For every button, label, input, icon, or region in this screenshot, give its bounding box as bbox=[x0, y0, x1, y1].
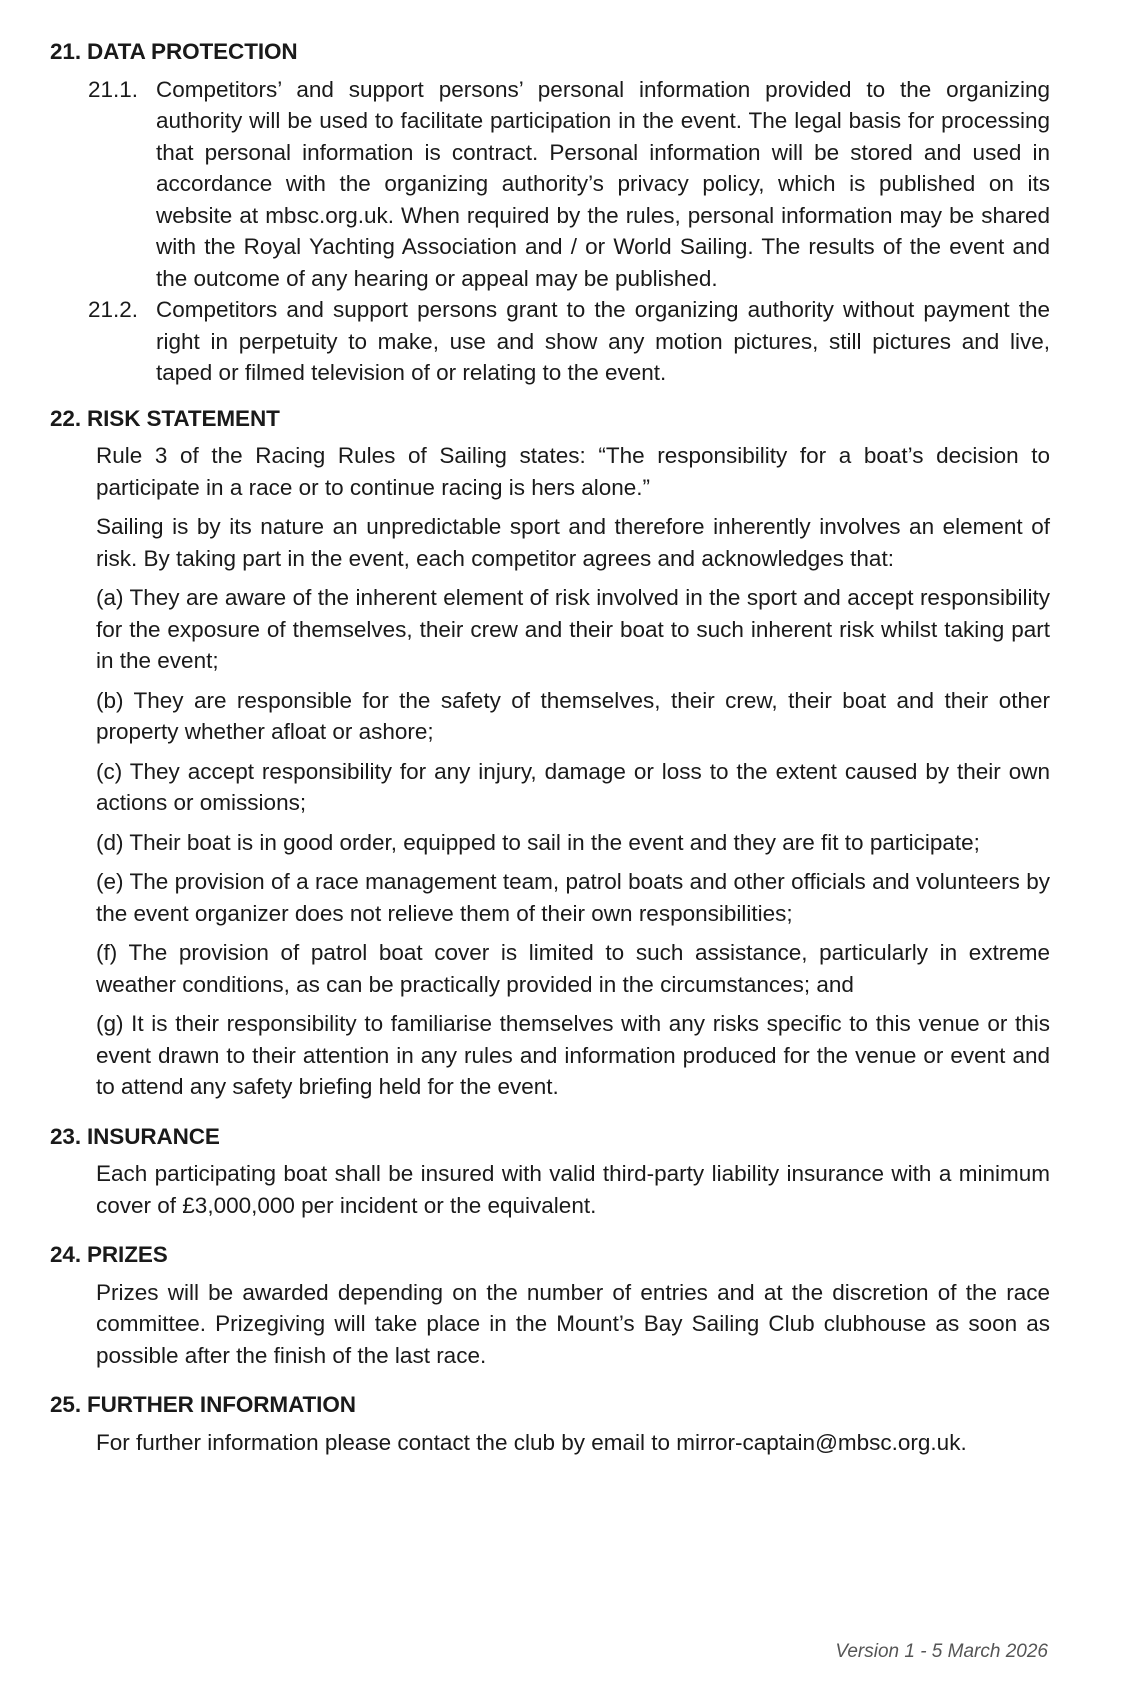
risk-item-d: (d) Their boat is in good order, equipped to sail in the event and they are fit to participate; bbox=[96, 829, 980, 855]
section-prizes bbox=[50, 1239, 1050, 1371]
section-title: RISK STATEMENT bbox=[86, 405, 280, 431]
risk-item-f: (f) The provision of patrol boat cover is limited to such assistance, particularly in extreme weather conditions, as can be practically provided in the circumstances; and bbox=[96, 940, 1050, 997]
clause-number: 21.1. bbox=[88, 76, 139, 102]
section-heading bbox=[50, 36, 1050, 68]
paragraph: Rule 3 of the Racing Rules of Sailing states: “The responsibility for a boat’s decision to participate in a race or to continue racing is hers alone.” bbox=[96, 443, 1050, 500]
clause-21-2 bbox=[88, 294, 1050, 389]
paragraph: Each participating boat shall be insured with valid third-party liability insurance with a minimum cover of £3,000,000 per incident or the equivalent. bbox=[96, 1161, 1050, 1218]
paragraph: Prizes will be awarded depending on the number of entries and at the discretion of the race committee. Prizegiving will take place in the Mount’s Bay Sailing Club clubhouse as soon as possible after the finish of the last race. bbox=[96, 1279, 1050, 1368]
section-title: FURTHER INFORMATION bbox=[86, 1392, 356, 1417]
clause-text: Competitors’ and support persons’ personal information provided to the organizing authority will be used to facilitate participation in the event. The legal basis for processing that personal information is contract. Personal information will be stored and used in accordance with the organizing authority’s privacy policy, which is published on its website at mbsc.org.uk. When required by the rules, personal information may be shared with the Royal Yachting Association and / or World Sailing. The results of the event and the outcome of any hearing or appeal may be published. bbox=[156, 76, 1050, 291]
section-insurance bbox=[50, 1121, 1050, 1222]
section-risk-statement bbox=[50, 403, 1050, 1103]
section-number: 22. bbox=[50, 405, 81, 431]
section-further-information bbox=[50, 1389, 1050, 1458]
section-number: 25. bbox=[50, 1392, 81, 1417]
section-heading bbox=[50, 1121, 1050, 1153]
clause-text: Competitors and support persons grant to the organizing authority without payment the right in perpetuity to make, use and show any motion pictures, still pictures and live, taped or filmed television of or relating to the event. bbox=[156, 297, 1050, 385]
section-title: INSURANCE bbox=[86, 1123, 220, 1149]
section-heading bbox=[50, 1239, 1050, 1271]
document-page bbox=[50, 36, 1050, 1468]
risk-item-e: (e) The provision of a race management team, patrol boats and other officials and volunteers by the event organizer does not relieve them of their own responsibilities; bbox=[96, 869, 1050, 926]
clause-number: 21.2. bbox=[88, 297, 139, 322]
section-data-protection bbox=[50, 36, 1050, 389]
section-number: 23. bbox=[50, 1123, 81, 1149]
section-number: 24. bbox=[50, 1242, 81, 1267]
clause-21-1 bbox=[88, 74, 1050, 295]
section-title: DATA PROTECTION bbox=[86, 39, 298, 64]
risk-item-c: (c) They accept responsibility for any injury, damage or loss to the extent caused by their own actions or omissions; bbox=[96, 758, 1050, 815]
paragraph: Sailing is by its nature an unpredictable sport and therefore inherently involves an element of risk. By taking part in the event, each competitor agrees and acknowledges that: bbox=[96, 514, 1050, 571]
section-number: 21. bbox=[50, 39, 81, 64]
risk-item-b: (b) They are responsible for the safety of themselves, their crew, their boat and their other property whether afloat or ashore; bbox=[96, 687, 1050, 744]
paragraph: For further information please contact the club by email to mirror-captain@mbsc.org.uk. bbox=[96, 1429, 967, 1455]
risk-item-g: (g) It is their responsibility to familiarise themselves with any risks specific to this venue or this event drawn to their attention in any rules and information produced for the venue or event and to attend any safety briefing held for the event. bbox=[96, 1011, 1050, 1099]
section-heading bbox=[50, 403, 1050, 435]
version-footer: Version 1 - 5 March 2026 bbox=[835, 1641, 1048, 1662]
risk-item-a: (a) They are aware of the inherent element of risk involved in the sport and accept responsibility for the exposure of themselves, their crew and their boat to such inherent risk whilst taking part in the event; bbox=[96, 585, 1050, 673]
section-heading bbox=[50, 1389, 1050, 1421]
section-title: PRIZES bbox=[86, 1242, 168, 1267]
